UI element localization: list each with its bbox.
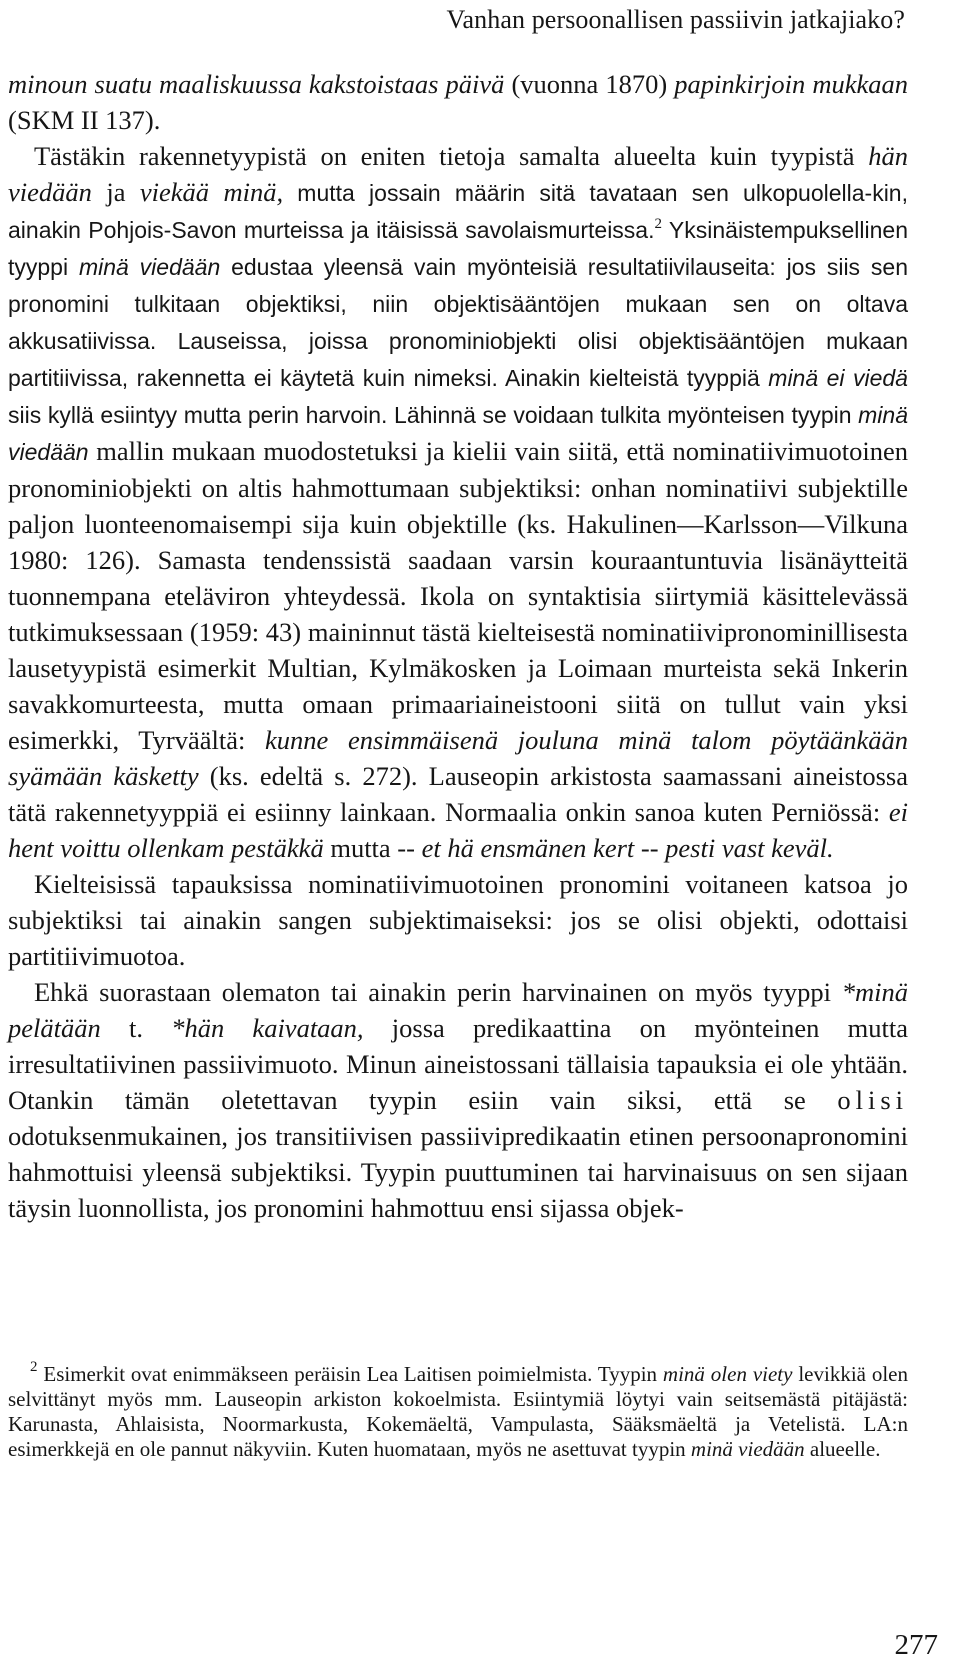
dialect-example: ei hent voittu ollenkam pestäkkä: [8, 797, 908, 863]
paragraph-1: minoun suatu maaliskuussa kakstoistaas päivä (vuonna 1870) papinkirjoin mukkaan (SKM II 137).: [8, 69, 908, 135]
example-phrase: minä viedään: [78, 254, 221, 280]
dialect-example: papinkirjoin mukkaan: [674, 69, 908, 99]
paragraph-2: Tästäkin rakennetyypistä on eniten tietoja samalta alueelta kuin tyypistä hän viedään ja viekää minä, mutta jossain määrin sitä tavataan sen ulkopuolella-kin, ainakin Pohjois-Savon murteissa ja itäisissä savolaismurteissa.$^2$ Yksinäistempuksellinen tyyppi minä viedään edustaa yleensä vain myönteisiä resultatiivilauseita: jos siis sen pronomini tulkitaan objektiksi, niin objektisääntöjen mukaan sen on oltava akkusatiivissa. Lauseissa, joissa pronominiobjekti olisi objektisääntöjen mukaan partitiivissa, rakennetta ei käytetä kuin nimeksi. Ainakin kielteistä tyyppiä minä ei viedä siis kyllä esiintyy mutta perin harvoin. Lähinnä se voidaan tulkita myönteisen tyypin minä viedään mallin mukaan muodostetuksi ja kielii vain siitä, että nominatiivimuotoinen pronominiobjekti on altis hahmottumaan subjektiksi: onhan nominatiivi subjektille paljon luonteenomaisempi sija kuin objektille (ks. Hakulinen—Karlsson—Vilkuna 1980: 126). Samasta tendenssistä saadaan varsin kouraantuntuvia lisänäytteitä tuonnempana eteläviron yhteydessä. Ikola on syntaktisia siirtymiä käsittelevässä tutkimuksessaan (1959: 43) maininnut tästä kielteisestä nominatiivipronominillisesta lausetyypistä esimerkit Multian, Kylmäkosken ja Loimaan murteista sekä Inkerin savakkomurteesta, mutta omaan primaariaineistooni siitä on tullut vain yksi esimerkki, Tyrväältä: kunne ensimmäisenä jouluna minä talom pöytäänkään syämään käsketty (ks. edeltä s. 272). Lauseopin arkistosta saamassani aineistossa tätä rakennetyyppiä ei esiinny lainkaan. Normaalia onkin sanoa kuten Perniössä: ei hent voittu ollenkam pestäkkä mutta -- et hä ensmänen kert -- pesti vast keväl.: [8, 141, 908, 863]
example-phrase: *hän kaivataan,: [171, 1013, 364, 1043]
dialect-example: et hä ensmänen kert -- pesti vast keväl.: [421, 833, 834, 863]
running-head: Vanhan persoonallisen passiivin jatkajiako?: [446, 5, 905, 34]
body-text: [8, 66, 908, 1226]
example-phrase: viekää minä,: [139, 177, 284, 207]
page-number: 277: [894, 1629, 938, 1661]
emphasized-word: olisi: [837, 1085, 908, 1115]
paragraph-4: Ehkä suorastaan olematon tai ainakin perin harvinainen on myös tyyppi *minä pelätään t. *hän kaivataan, jossa predikaattina on myönteinen mutta irresultatiivinen passiivimuoto. Minun aineistossani tällaisia tapauksia ei ole yhtään. Otankin tämän oletettavan tyypin esiin vain siksi, että se olisi odotuksenmukainen, jos transitiivisen passiivipredikaatin etinen persoonapronomini hahmottuisi yleensä subjektiksi. Tyypin puuttuminen tai harvinaisuus on sen sijaan täysin luonnollista, jos pronomini hahmottuu ensi sijassa objek-: [8, 977, 908, 1223]
example-phrase: minä ei viedä: [768, 365, 908, 391]
dialect-example: minoun suatu maaliskuussa kakstoistaas päivä: [8, 69, 505, 99]
footnote-2: $^2$ Esimerkit ovat enimmäkseen peräisin Lea Laitisen poimielmista. Tyypin minä olen viety levikkiä olen selvittänyt myös mm. Lauseopin arkiston kokoelmista. Esiintymiä löytyi vain seitsemästä pitäjästä: Karunasta, Ahlaisista, Noormarkusta, Kokemäeltä, Vampulasta, Sääksmäeltä ja Vetelistä. LA:n esimerkkejä en ole pannut näkyviin. Kuten huomataan, myös ne asettuvat tyypin minä viedään alueelle.: [8, 1359, 908, 1461]
footnote-number: 2: [30, 1359, 38, 1375]
example-phrase: minä viedään: [690, 1437, 805, 1461]
footnote-reference: 2: [654, 216, 662, 232]
example-phrase: minä olen viety: [662, 1362, 793, 1386]
example-phrase: hän viedään: [8, 141, 908, 207]
example-phrase: minä viedään: [8, 402, 908, 465]
footnote: [8, 1359, 908, 1462]
example-phrase: *minä pelätään: [8, 977, 908, 1043]
dialect-example: kunne ensimmäisenä jouluna minä talom pöytäänkään syämään käsketty: [8, 725, 908, 791]
paragraph-3: Kielteisissä tapauksissa nominatiivimuotoinen pronomini voitaneen katsoa jo subjektiksi tai ainakin sangen subjektimaiseksi: jos se olisi objekti, odottaisi partitiivimuotoa.: [8, 869, 908, 971]
